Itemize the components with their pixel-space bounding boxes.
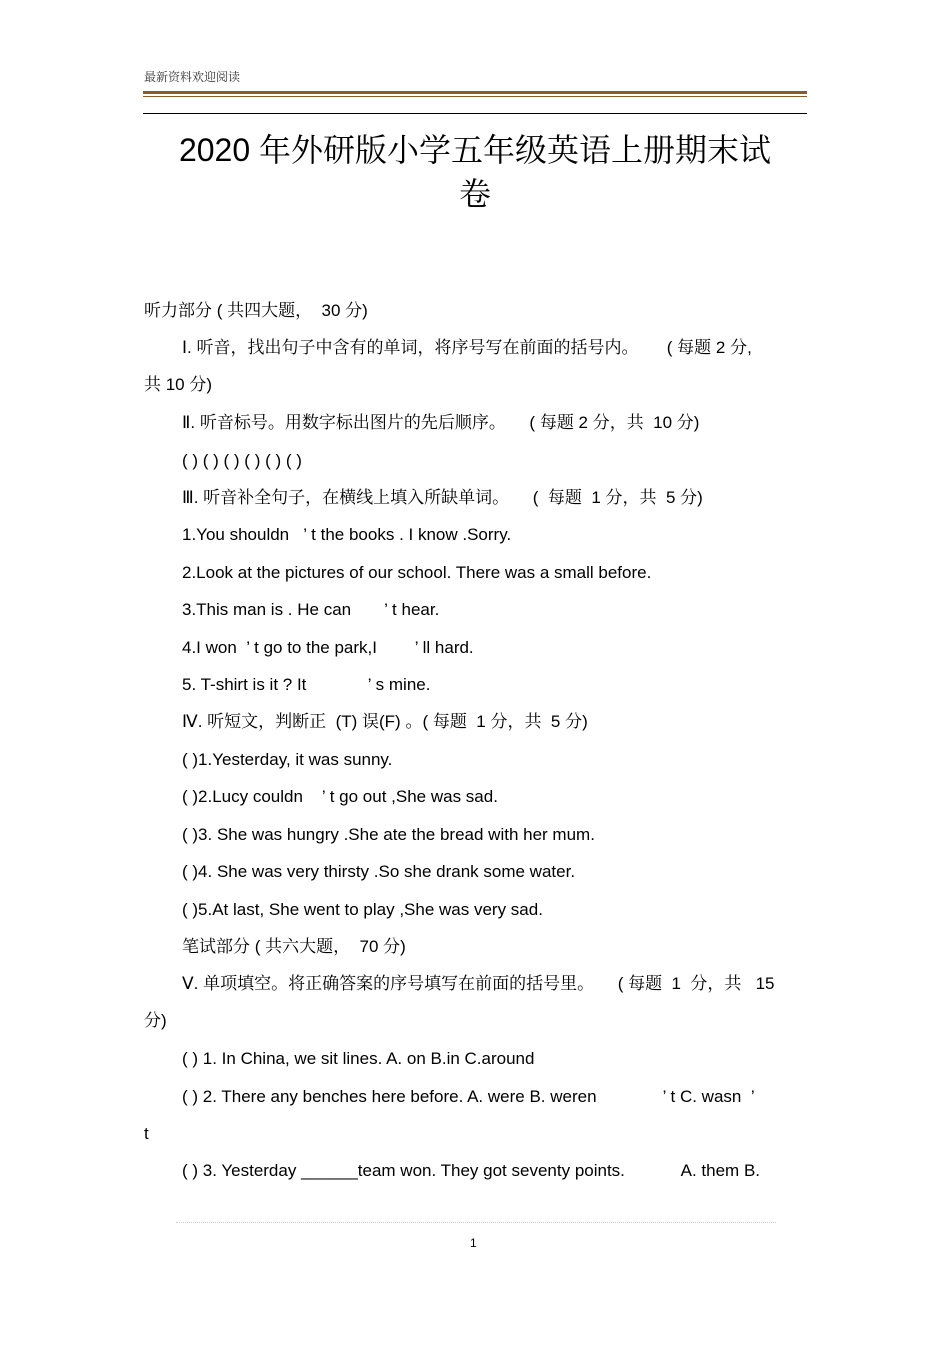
title-line-1: 2020 年外研版小学五年级英语上册期末试 <box>178 132 772 168</box>
question-i-instruction-cont: 共 10 分) <box>144 375 213 394</box>
question-iv-item: ( )3. She was hungry .She ate the bread with her mum. <box>182 825 595 844</box>
header-rule-thin <box>143 96 807 97</box>
cut-off-text-remnant <box>176 1222 776 1227</box>
question-iv-item: ( )1.Yesterday, it was sunny. <box>182 750 393 769</box>
question-iv-item: ( )4. She was very thirsty .So she drank some water. <box>182 862 576 881</box>
question-iii-item: 4.I won ’ t go to the park,I ’ ll hard. <box>182 638 474 657</box>
question-v-instruction-cont: 分) <box>144 1011 167 1030</box>
question-v-item: ( ) 2. There any benches here before. A. were B. weren ’ t C. wasn ’ <box>182 1087 755 1106</box>
title-line-2: 卷 <box>458 176 491 212</box>
question-i-instruction: Ⅰ. 听音，找出句子中含有的单词，将序号写在前面的括号内。 ( 每题 2 分, <box>182 338 752 357</box>
answer-brackets: ( ) ( ) ( ) ( ) ( ) ( ) <box>182 451 302 470</box>
question-iii-item: 1.You shouldn ’ t the books . I know .Sorry. <box>182 525 512 544</box>
header-rule-black <box>143 113 807 114</box>
question-iii-item: 2.Look at the pictures of our school. There was a small before. <box>182 563 652 582</box>
page-number: 1 <box>470 1236 477 1250</box>
question-v-item: ( ) 3. Yesterday ______team won. They got seventy points. A. them B. <box>182 1161 761 1180</box>
question-iv-item: ( )5.At last, She went to play ,She was very sad. <box>182 900 543 919</box>
page-title <box>130 128 820 216</box>
section-heading-listening: 听力部分 ( 共四大题， 30 分) <box>144 301 368 320</box>
question-v-instruction: Ⅴ. 单项填空。将正确答案的序号填写在前面的括号里。 ( 每题 1 分，共 15 <box>182 974 775 993</box>
question-v-item-cont: t <box>144 1124 149 1143</box>
question-iv-item: ( )2.Lucy couldn ’ t go out ,She was sad. <box>182 787 498 806</box>
question-ii-instruction: Ⅱ. 听音标号。用数字标出图片的先后顺序。 ( 每题 2 分，共 10 分) <box>182 413 700 432</box>
question-iii-instruction: Ⅲ. 听音补全句子，在横线上填入所缺单词。 ( 每题 1 分，共 5 分) <box>182 488 703 507</box>
page-header-text: 最新资料欢迎阅读 <box>144 70 241 84</box>
question-v-item: ( ) 1. In China, we sit lines. A. on B.in C.around <box>182 1049 535 1068</box>
question-iv-instruction: Ⅳ. 听短文，判断正 (T) 误(F) 。( 每题 1 分，共 5 分) <box>182 712 588 731</box>
section-heading-written: 笔试部分 ( 共六大题， 70 分) <box>182 937 406 956</box>
question-iii-item: 5. T-shirt is it ? It ’ s mine. <box>182 675 431 694</box>
header-rule-thick <box>143 91 807 94</box>
question-iii-item: 3.This man is . He can ’ t hear. <box>182 600 440 619</box>
